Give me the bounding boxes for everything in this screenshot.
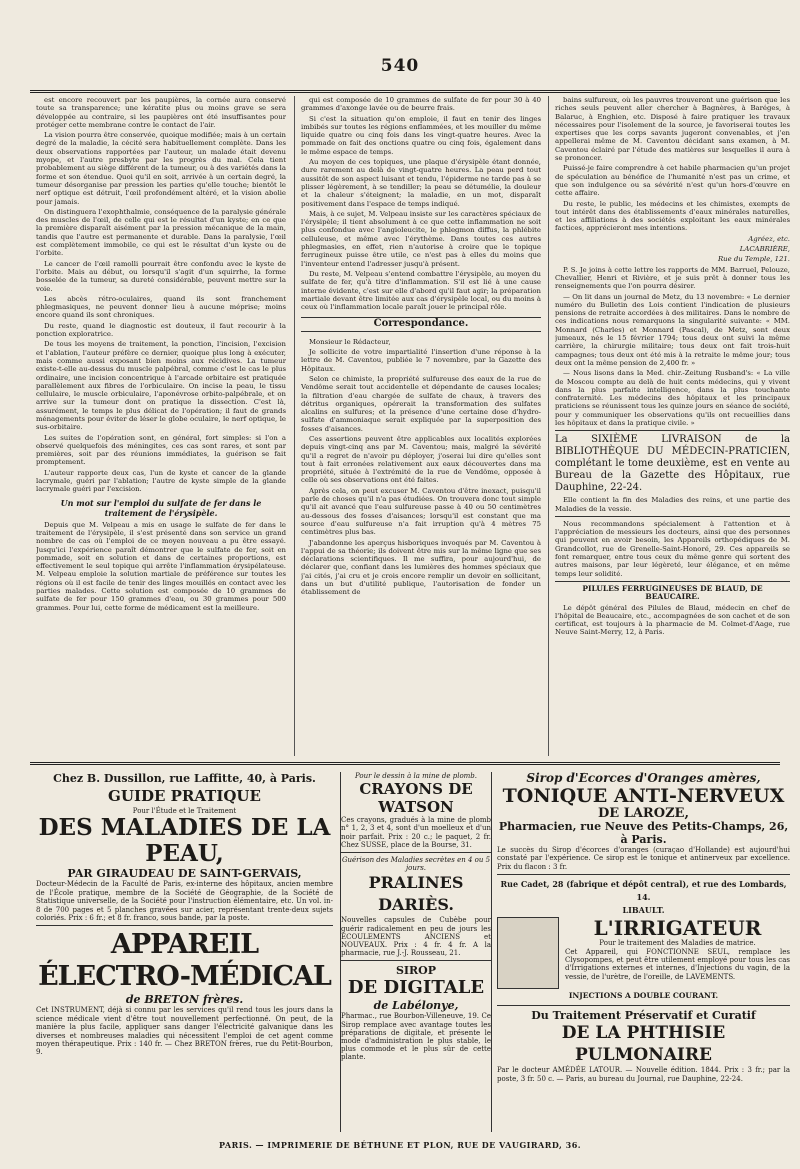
pilules-title: PILULES FERRUGINEUSES DE BLAUD, DE BEAUCAIRE. bbox=[582, 583, 763, 602]
ad-center-column bbox=[340, 772, 492, 1132]
ad-title: CRAYONS DE WATSON bbox=[359, 780, 473, 817]
divider bbox=[555, 581, 790, 582]
ad-right-column bbox=[497, 772, 790, 1132]
paragraph: La vision pourra être conservée, quoique modifiée; mais à un certain degré de la maladie, la cécité sera habituellement complète. Dans les deux observations rapportées par l'auteur, un malade était devenu myope, et l'autre presbyte par les progrès du mal. Cela tient probablement au siège différent de la tumeur, ou à des variétés dans la forme et son étendue. Quoi qu'il en soit, arrivée à un certain degré, la tumeur désorganise par pression les parties qu'elle touche; bientôt le nerf optique est détruit, l'œil profondément altéré, et la vision abolie pour jamais. bbox=[36, 131, 286, 206]
ad-name: LIBAULT. bbox=[622, 905, 665, 916]
column-2 bbox=[301, 96, 541, 756]
divider bbox=[341, 852, 491, 853]
ad-body: Cet INSTRUMENT, déjà si connu par les services qu'il rend tous les jours dans la science médicale vient d'être tout nouvellement perfectionné. On peut, de la manière la plus facile, appliquer sans danger l'électricité galvanique dans les diverses et nombreuses maladies qui nécessitent l'emploi de cet agent comme moyen thérapeutique. Prix : 140 fr. — Chez BRETON frères, rue du Petit-Bourbon, 9. bbox=[36, 1006, 333, 1057]
paragraph: Les suites de l'opération sont, en général, fort simples: si l'on a observé quelquefois des méningites, ces cas sont rares, et sont par premières, soit par des réunions immédiates, la guérison se fait promptement. bbox=[36, 433, 286, 467]
paragraph: bains sulfureux, où les pauvres trouveront une guérison que les riches seuls peuvent aller chercher à Bagnères, à Baréges, à Balaruc, à Enghien, etc. Disposé à faire pratiquer les travaux nécessaires pour l'isolement de la source, je favoriserai toutes les expertises que les corps savants jugeront convenables, et j'en appellerai même de M. Caventou décidant sans examen, à M. Caventou éclairé par l'étude des matières sur lesquelles il aura à se prononcer. bbox=[555, 96, 790, 163]
paragraph: qui est composée de 10 grammes de sulfate de fer pour 30 à 40 grammes d'axonge lavée ou de beurre frais. bbox=[301, 96, 541, 113]
ad-address: Rue Cadet, 28 (fabrique et dépôt central), et rue des Lombards, 14. bbox=[500, 879, 787, 903]
column-divider bbox=[294, 96, 295, 756]
column-1 bbox=[36, 96, 286, 756]
livraison-subtext: Elle contient la fin des Maladies des reins, et une partie des Maladies de la vessie. bbox=[555, 496, 790, 513]
column-divider bbox=[548, 96, 549, 756]
top-rule bbox=[30, 90, 780, 93]
ad-subtitle: de BRETON frères. bbox=[125, 993, 244, 1007]
ad-kicker: Guérison des Maladies secrètes en 4 ou 5 jours. bbox=[341, 856, 491, 873]
ad-maladies-peau bbox=[36, 772, 333, 1132]
ad-title: Du Traitement Préservatif et Curatif bbox=[531, 1009, 756, 1023]
ad-publisher: Chez B. Dussillon, rue Laffitte, 40, à Paris. bbox=[53, 772, 316, 785]
ad-kicker: SIROP bbox=[395, 964, 437, 978]
paragraph: Du reste, le public, les médecins et les chimistes, exempts de tout intérêt dans des établissements d'eaux minérales naturelles, et les affiliations à des sociétés exploitant les eaux minérales factices, apprécieront mes intentions. bbox=[555, 199, 790, 233]
divider bbox=[341, 960, 491, 961]
paragraph: Depuis que M. Velpeau a mis en usage le sulfate de fer dans le traitement de l'érysipèle, il s'est présenté dans son service un grand nombre de cas où l'emploi de ce moyen nouveau a pu être essayé. Jusqu'ici l'expérience paraît démontrer que le sulfate de fer, soit en pommade, soit en solution et dans de certaines proportions, est effectivement le seul topique qui arrête l'inflammation érysipélateuse. M. Velpeau emploie la solution martiale de préférence sur toutes les régions où il est facile de tenir des linges mouillés en contact avec les parties malades. Cette solution est composée de 10 grammes de sulfate de fer pour 150 grammes d'eau, ou 30 grammes pour 500 grammes. Pour lui, cette forme de médicament est la meilleure. bbox=[36, 520, 286, 612]
signature-address: Rue du Temple, 121. bbox=[717, 255, 790, 264]
section-heading: Correspondance. bbox=[301, 317, 541, 331]
ad-body: Le succès du Sirop d'écorces d'oranges (curaçao d'Hollande) est aujourd'hui constaté par l'expérience. Ce sirop est le tonique et antinerveux par excellence. Prix du flacon : 3 fr. bbox=[497, 846, 790, 871]
paragraph: Au moyen de ces topiques, une plaque d'érysipèle étant donnée, dure rarement au delà de vingt-quatre heures. La peau perd tout aussitôt de son aspect luisant et tendu, l'épiderme ne tarde pas à se plisser légèrement, à se tendiller; la peau se détumélie, la douleur et la chaleur s'éteignent; la maladie, en un mot, disparaît positivement dans l'espace de temps indiqué. bbox=[301, 158, 541, 208]
irrigateur-block bbox=[497, 917, 790, 989]
ad-title: TONIQUE ANTI-NERVEUX bbox=[502, 785, 785, 807]
paragraph: On distinguera l'exophthalmie, conséquence de la paralysie générale des muscles de l'œil, de celle qui est le résultat d'un kyste; en ce que la première disparaît aisément par la pression mécanique de la main, tandis que l'autre est permanente et durable. Dans la paralysie, l'œil est complètement immobile, ce qui est le résultat d'un kyste ou de l'orbite. bbox=[36, 207, 286, 258]
ad-subtitle: Pharmacien, rue Neuve des Petits-Champs, 26, à Paris. bbox=[498, 820, 789, 846]
paragraph: Après cela, on peut excuser M. Caventou d'être inexact, puisqu'il parle de choses qu'il n'a pas étudiées. On trouvera donc tout simple qu'il ait avancé que l'eau sulfureuse passe à 40 ou 50 centimètres au-dessous des fosses d'aisances; lorsqu'il est constant que ma source d'eau sulfureuse n'a fait irruption qu'à 4 mètres 75 centimètres plus bas. bbox=[301, 486, 541, 537]
paragraph: — Nous lisons dans la Med. chir.-Zeitung Rusband's: « La ville de Moscou compte au delà de huit cents médecins, qui y vivent dans la plus parfaite intelligence, dans la plus touchante confraternité. Les médecins des hôpitaux et les principaux praticiens se réunissent tous les quinze jours en séance de société, pour y communiquer les observations qu'ils ont recueillies dans les hôpitaux et dans la pratique civile. » bbox=[555, 369, 790, 427]
divider bbox=[497, 1005, 790, 1006]
ad-body: Docteur-Médecin de la Faculté de Paris, ex-interne des hôpitaux, ancien membre de l'École pratique, membre de la Société de Géographie, de la Société de Statistique universelle, de la Société pour l'instruction élémentaire, etc. Un vol. in-8 de 700 pages et 5 planches gravées sur acier, représentant trente-deux sujets coloriés. Prix : 6 fr.; et 8 fr. franco, sous bande, par la poste. bbox=[36, 880, 333, 923]
ad-title: Sirop d'Écorces d'Oranges amères, bbox=[526, 772, 761, 785]
paragraph: L'auteur rapporte deux cas, l'un de kyste et cancer de la glande lacrymale, guéri par l'ablation; l'autre de kyste simple de la glande lacrymale guéri par l'excision. bbox=[36, 468, 286, 494]
divider bbox=[36, 925, 333, 926]
ad-title: DE LAROZE, bbox=[598, 806, 689, 821]
ad-body: Ces crayons, gradués à la mine de plomb n° 1, 2, 3 et 4, sont d'un moelleux et d'un noir parfait. Prix : 20 c.; le paquet, 2 fr. Chez SUSSE, place de la Bourse, 31. bbox=[341, 816, 491, 849]
ad-body: Par le docteur AMÉDÉE LATOUR. — Nouvelle édition. 1844. Prix : 3 fr.; par la poste, 3 fr. 50 c. — Paris, au bureau du Journal, rue Dauphine, 22-24. bbox=[497, 1066, 790, 1083]
postscript: P. S. Je joins à cette lettre les rapports de MM. Barruel, Pelouze, Chevallier, Henri et Rivière, et je suis prêt à donner tous les renseignements que l'on pourra désirer. bbox=[555, 265, 790, 291]
paragraph: Du reste, M. Velpeau s'entend combattre l'érysipèle, au moyen du sulfate de fer, qu'à titre d'inflammation. S'il est lié à une cause interne évidente, c'est sur elle d'abord qu'il faut agir; la préparation martiale devant être limitée aux cas d'érysipèle local, ou du moins à ceux où l'inflammation locale paraît jouer le principal rôle. bbox=[301, 269, 541, 312]
page-number: 540 bbox=[380, 56, 420, 76]
paragraph: Selon ce chimiste, la propriété sulfureuse des eaux de la rue de Vendôme serait tout accidentelle et dépendante de causes locales; la filtration d'eau chargée de sulfate de chaux, à travers des détritus organiques, opérerait la transformation des sulfates alcalins en sulfures; et la présence d'une certaine dose d'hydro-sulfate d'ammoniaque serait expliquée par la superposition des fosses d'aisances. bbox=[301, 374, 541, 433]
section-heading: Un mot sur l'emploi du sulfate de fer dans le traitement de l'érysipèle. bbox=[60, 497, 262, 518]
signature-greeting: Agréez, etc. bbox=[748, 234, 790, 243]
paragraph: Puissé-je faire comprendre à cet habile pharmacien qu'un projet de spéculation au bénéfice de l'humanité n'est pas un crime, et que son indulgence ou sa sévérité n'est qu'un hors-d'œuvre en cette affaire. bbox=[555, 164, 790, 198]
paragraph: De tous les moyens de traitement, la ponction, l'incision, l'excision et l'ablation, l'auteur préfère ce dernier, quoique plus long à exécuter, mais comme aussi exposant bien moins aux récidives. La tumeur existe-t-elle au-dessus du muscle palpébral, comme c'est le cas le plus ordinaire, une incision concentrique à l'arcade orbitaire est pratiquée parallèlement aux fibres de l'orbiculaire. On incise la peau, le tissu cellulaire, le muscle orbiculaire, l'aponévrose orbito-palpébrale, et on arrive sur la tumeur dont on pratique la dissection. C'est là, assurément, le temps le plus délicat de l'opération; il faut de grands ménagements pour éviter de léser le globe oculaire, le nerf optique, le sus-orbitaire. bbox=[36, 340, 286, 432]
paragraph: Du reste, quand le diagnostic est douteux, il faut recourir à la ponction exploratrice. bbox=[36, 321, 286, 339]
ad-subtitle: Pour le traitement des Maladies de matrice. bbox=[599, 939, 756, 948]
paragraph: Nous recommandons spécialement à l'attention et à l'appréciation de messieurs les docteurs, ainsi que des personnes qui peuvent en avoir besoin, les Appareils orthopédiques de M. Grandcollot, rue de Grenelle-Saint-Honoré, 29. Ces appareils se font remarquer, entre tous ceux du même genre qui sortent des autres maisons, par leur légèreté, leur élégance, et en même temps leur solidité. bbox=[555, 519, 790, 578]
paragraph: Si c'est la situation qu'on emploie, il faut en tenir des linges imbibés sur toutes les régions enflammées, et les mouiller du même liquide quatre ou cinq fois dans les vingt-quatre heures. Avec la pommade on fait des onctions quatre ou cinq fois, également dans le même espace de temps. bbox=[301, 114, 541, 156]
paragraph: Le cancer de l'œil ramolli pourrait être confondu avec le kyste de l'orbite. Mais au début, ou lorsqu'il s'agit d'un squirrhe, la forme bosselée de la tumeur, sa dureté considérable, peuvent mettre sur la voie. bbox=[36, 259, 286, 293]
ad-title: DE DIGITALE bbox=[347, 977, 485, 999]
divider bbox=[555, 430, 790, 431]
ad-subtitle: INJECTIONS A DOUBLE COURANT. bbox=[568, 991, 719, 1001]
ad-title: DE LA PHTHISIE PULMONAIRE bbox=[561, 1023, 726, 1066]
paragraph: J'abandonne les aperçus hisboriques invoqués par M. Caventou à l'appui de sa théorie; ils doivent être mis sur la même ligne que ses déclarations scientifiques. Il me suffira, pour aujourd'hui, de déclarer que, confiant dans les lumières des hommes spéciaux que j'ai cités, j'ai cru et je crois encore remplir un devoir en sollicitant, dans un but d'utilité publique, l'autorisation de fonder un établissement de bbox=[301, 538, 541, 597]
ad-title: APPAREIL ÉLECTRO-MÉDICAL bbox=[38, 929, 331, 993]
livraison-notice: La SIXIÈME LIVRAISON de la BIBLIOTHÈQUE DU MÉDECIN-PRATICIEN, complétant le tome deuxième, est en vente au Bureau de la Gazette des Hôpitaux, rue Dauphine, 22-24. bbox=[555, 434, 790, 494]
signature-name: LACABRIÈRE, bbox=[739, 245, 790, 254]
paragraph: Ces assertions peuvent être applicables aux localités explorées depuis vingt-cinq ans par M. Caventou; mais, malgré la sévérité qu'il a regret de n'avoir pu déployer, j'oserai lui dire qu'elles sont tout à fait erronées relativement aux eaux découvertes dans ma propriété, située à l'extrémité de la rue de Vendôme, opposée à celle où ses observations ont été faites. bbox=[301, 434, 541, 485]
pilules-text: Le dépôt général des Pilules de Blaud, médecin en chef de l'hôpital de Beaucaire, etc., accompagnées de son cachet et de son certificat, est toujours à la pharmacie de M. Colmet-d'Aage, rue Neuve Saint-Merry, 12, à Paris. bbox=[555, 603, 790, 637]
ad-title: PRALINES DARIÈS. bbox=[368, 873, 464, 915]
ad-title: GUIDE PRATIQUE bbox=[108, 787, 261, 805]
ads-rule bbox=[30, 762, 780, 765]
paragraph: — On lit dans un journal de Metz, du 13 novembre: « Le dernier numéro du Bulletin des Lois contient l'indication de plusieurs pensions de retraite accordées à des militaires. Dans le nombre de ces indications nous remarquons la singularité suivante: « MM. Monnard (Charles) et Monnard (Pascal), de Metz, sont deux jumeaux, nés le 15 février 1794; tous deux ont suivi la même carrière, la chirurgie militaire; tous deux ont fait trois-huit campagnes; tous deux ont été mis à la retraite le même jour; tous deux ont la même pension de 2,400 fr. » bbox=[555, 292, 790, 367]
irrigateur-illustration bbox=[497, 917, 559, 989]
ad-kicker: Pour le dessin à la mine de plomb. bbox=[354, 772, 478, 780]
salutation: Monsieur le Rédacteur, bbox=[309, 337, 391, 346]
ad-title: L'IRRIGATEUR bbox=[593, 916, 762, 941]
ad-body: Pharmac., rue Bourbon-Villeneuve, 19. Ce Sirop remplace avec avantage toutes les préparations de digitale, et présente le mode d'administration le plus stable, le plus commode et le plus sûr de cette plante. bbox=[341, 1012, 491, 1062]
ad-author: PAR GIRAUDEAU DE SAINT-GERVAIS, bbox=[67, 867, 302, 881]
ad-body: Nouvelles capsules de Cubèbe pour guérir radicalement en peu de jours les ÉCOULEMENTS ANCIENS et NOUVEAUX. Prix : 4 fr. 4 fr. A la pharmacie, rue J.-J. Rousseau, 21. bbox=[341, 916, 491, 958]
paragraph: Je sollicite de votre impartialité l'insertion d'une réponse à la lettre de M. Caventou, publiée le 7 novembre, par la Gazette des Hôpitaux. bbox=[301, 348, 541, 373]
ad-body: Cet Appareil, qui FONCTIONNE SEUL, remplace les Clysopompes, et peut être utilement employé pour tous les cas d'Irrigations externes et internes, d'Injections du vagin, de la vessie, de l'urètre, de l'oreille, de LAVEMENTS. bbox=[565, 947, 790, 981]
footer-imprint: PARIS. — IMPRIMERIE DE BÉTHUNE ET PLON, RUE DE VAUGIRARD, 36. bbox=[218, 1140, 582, 1150]
paragraph: Mais, à ce sujet, M. Velpeau insiste sur les caractères spéciaux de l'érysipèle; il tient absolument à ce que cette inflammation ne soit plus confondue avec l'angioleucite, le phlegmon diffus, la phlébite celluleuse, et même avec l'érythème. Dans toutes ces autres phlegmasies, en effet, rien n'autorise à croire que le topique ferrugineux puisse être utile, ce n'est pas à elles du moins que l'inventeur entend l'adresser jusqu'à présent. bbox=[301, 209, 541, 268]
paragraph: Les abcès rétro-oculaires, quand ils sont franchement phlegmasiques, ne peuvent donner lieu à aucune méprise; moins encore quand ils sont chroniques. bbox=[36, 294, 286, 320]
ad-subtitle: de Labélonye, bbox=[373, 999, 459, 1013]
ad-title: DES MALADIES DE LA PEAU, bbox=[38, 814, 331, 868]
ad-subtitle: Pour l'Étude et le Traitement bbox=[132, 807, 237, 815]
divider bbox=[555, 516, 790, 517]
paragraph: est encore recouvert par les paupières, la cornée aura conservé toute sa transparence; une kératite plus ou moins grave se sera développée au contraire, si les paupières ont été insuffisantes pour protéger cette membrane contre le contact de l'air. bbox=[36, 96, 286, 129]
divider bbox=[497, 874, 790, 875]
column-3 bbox=[555, 96, 790, 756]
